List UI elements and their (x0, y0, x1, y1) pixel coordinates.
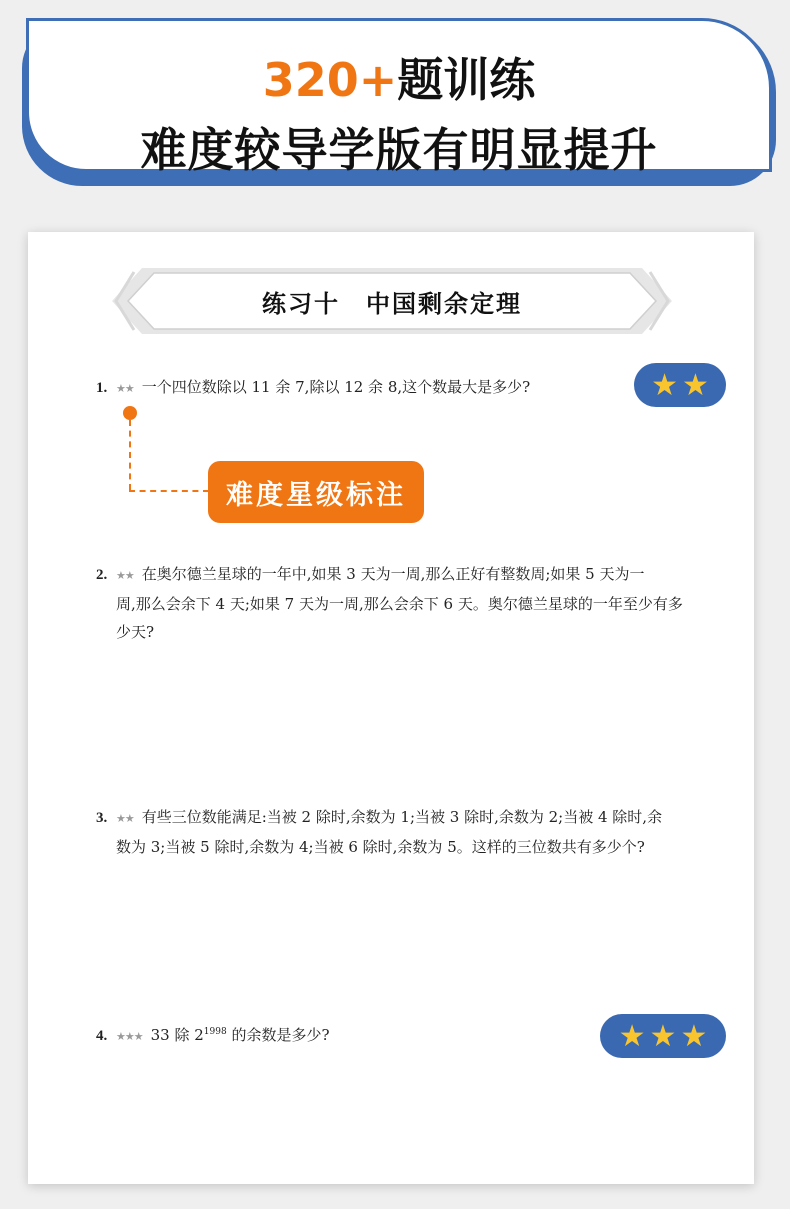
question-text: 33 除 2 (150, 1026, 204, 1044)
star-icon: ★ (682, 367, 709, 403)
question-text: 在奥尔德兰星球的一年中,如果 3 天为一周,那么正好有整数周;如果 5 天为一 (141, 565, 645, 583)
star-icon: ★ (618, 1018, 646, 1054)
banner-headline (29, 51, 769, 109)
worksheet-page (28, 232, 754, 1184)
star-icon: ★ (680, 1018, 708, 1054)
question-3 (96, 803, 696, 861)
difficulty-stars: ★★ (116, 569, 134, 582)
title-plate (112, 268, 672, 334)
question-text-continued: 数为 3;当被 5 除时,余数为 4;当被 6 除时,余数为 5。这样的三位数共有多少个? (116, 838, 645, 856)
difficulty-stars: ★★ (116, 382, 134, 395)
exponent: 1998 (203, 1027, 227, 1037)
header-banner (26, 18, 772, 177)
difficulty-annotation-label: 难度星级标注 (208, 461, 424, 523)
page-title: 练习十 中国剩余定理 (262, 289, 522, 318)
annotation-dot (123, 406, 137, 420)
question-text: 有些三位数能满足:当被 2 除时,余数为 1;当被 3 除时,余数为 2;当被 4 除时,余 (141, 808, 663, 826)
difficulty-stars: ★★★ (116, 1030, 143, 1043)
question-text: 一个四位数除以 11 余 7,除以 12 余 8,这个数最大是多少? (141, 378, 531, 396)
difficulty-badge-3-stars (600, 1014, 726, 1058)
question-number: 4. (96, 1028, 108, 1044)
question-number: 3. (96, 810, 108, 826)
question-number: 1. (96, 380, 108, 396)
annotation-connector (129, 420, 131, 490)
question-count: 320+ (262, 53, 398, 107)
question-text-end: 的余数是多少? (226, 1026, 330, 1044)
star-icon: ★ (649, 1018, 677, 1054)
banner-headline-text: 题训练 (397, 53, 536, 107)
difficulty-badge-2-stars (634, 363, 726, 407)
difficulty-stars: ★★ (116, 812, 134, 825)
question-text-continued: 周,那么会余下 4 天;如果 7 天为一周,那么会余下 6 天。奥尔德兰星球的一年至少有多少天? (116, 595, 683, 641)
banner-subheadline: 难度较导学版有明显提升 (140, 123, 658, 177)
star-icon: ★ (651, 367, 678, 403)
annotation-connector (129, 490, 209, 492)
question-2 (96, 560, 696, 646)
question-1 (96, 373, 696, 403)
question-number: 2. (96, 567, 108, 583)
